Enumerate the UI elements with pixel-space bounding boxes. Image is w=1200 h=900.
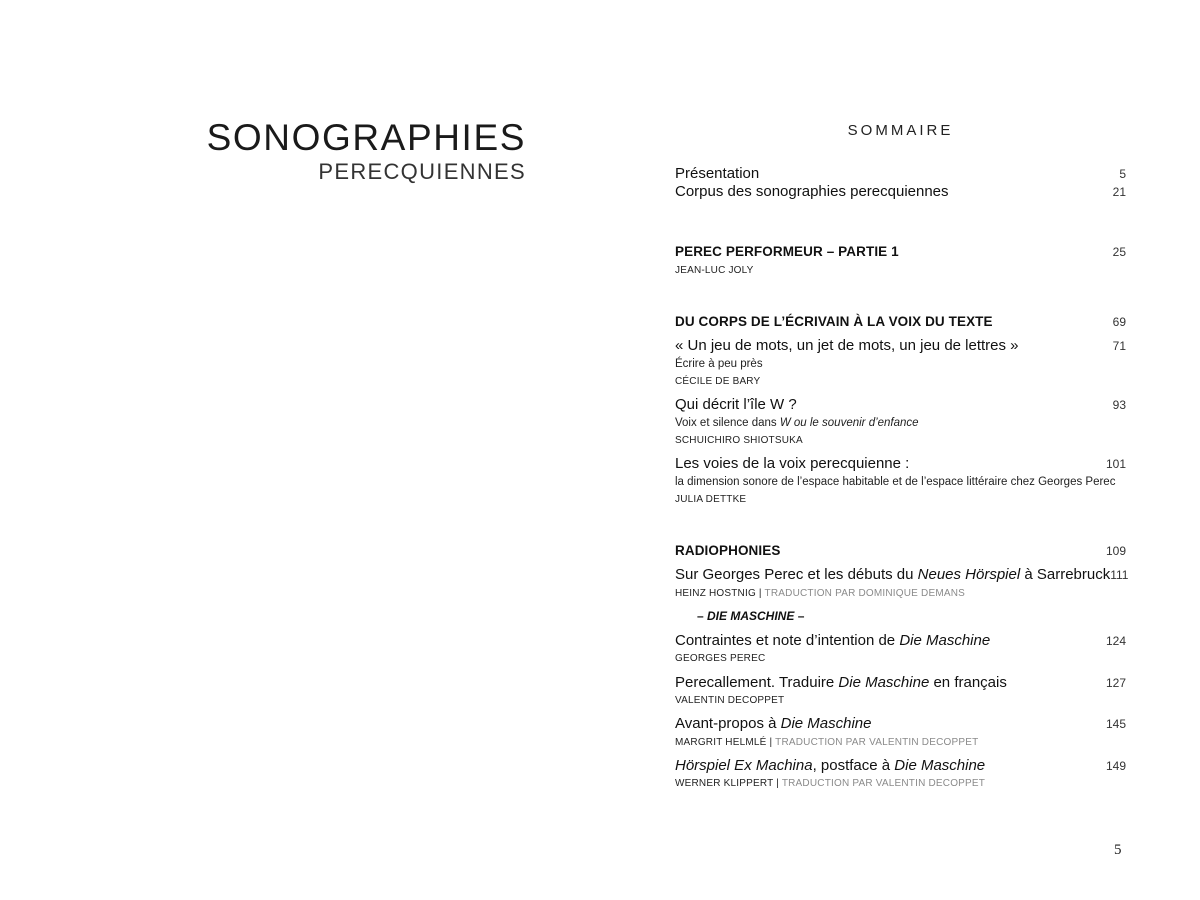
entry-subtitle: Voix et silence dans W ou le souvenir d’enfance (675, 417, 919, 429)
toc-entry-ile-w[interactable] (675, 396, 1126, 414)
page-ref: 149 (1105, 759, 1126, 773)
translator-credit: TRADUCTION PAR DOMINIQUE DEMANS (764, 588, 966, 599)
toc-section-radiophonies[interactable] (675, 542, 1126, 560)
page-ref: 145 (1105, 717, 1126, 731)
page-ref: 69 (1112, 315, 1126, 329)
entry-author: JEAN-LUC JOLY (675, 265, 754, 276)
page-ref: 93 (1112, 398, 1126, 412)
entry-author: CÉCILE DE BARY (675, 376, 761, 387)
toc-entry-horspiel-ex-machina[interactable] (675, 757, 1126, 775)
entry-title: Qui décrit l’île W ? (675, 396, 797, 413)
entry-subtitle: la dimension sonore de l’espace habitable et de l’espace littéraire chez Georges Perec (675, 476, 1116, 488)
page-ref: 71 (1112, 339, 1126, 353)
page-ref: 25 (1112, 245, 1126, 259)
entry-title: Hörspiel Ex Machina, postface à Die Maschine (675, 757, 986, 774)
entry-author: HEINZ HOSTNIG | TRADUCTION PAR DOMINIQUE DEMANS (675, 588, 966, 599)
entry-subtitle: Écrire à peu près (675, 358, 763, 370)
book-subtitle: PERECQUIENNES (318, 159, 526, 184)
toc-entry-jeu-de-mots[interactable] (675, 337, 1126, 355)
page-ref: 127 (1105, 676, 1126, 690)
toc-entry-corpus[interactable] (675, 183, 1126, 201)
page-ref: 124 (1105, 634, 1126, 648)
page-ref: 109 (1105, 544, 1126, 558)
toc-entry-neues-horspiel[interactable] (675, 566, 1129, 584)
page-ref: 101 (1105, 457, 1126, 471)
work-title: W ou le souvenir d’enfance (779, 417, 919, 429)
entry-author: WERNER KLIPPERT | TRADUCTION PAR VALENTIN DECOPPET (675, 778, 986, 789)
page-ref: 111 (1110, 568, 1129, 582)
book-title: SONOGRAPHIES (206, 117, 526, 158)
entry-author: JULIA DETTKE (675, 494, 747, 505)
entry-title: Sur Georges Perec et les débuts du Neues Hörspiel à Sarrebruck (675, 566, 1111, 583)
entry-author: MARGRIT HELMLÉ | TRADUCTION PAR VALENTIN DECOPPET (675, 737, 979, 748)
page-ref: 5 (1119, 167, 1126, 181)
entry-author: VALENTIN DECOPPET (675, 695, 785, 706)
toc-section-corps-ecrivain[interactable] (675, 313, 1126, 331)
table-of-contents (675, 0, 1129, 900)
entry-title: Avant-propos à Die Maschine (675, 715, 872, 732)
entry-author: GEORGES PEREC (675, 653, 766, 664)
toc-heading: SOMMAIRE (847, 122, 954, 139)
page-ref: 21 (1112, 185, 1126, 199)
translator-credit: TRADUCTION PAR VALENTIN DECOPPET (775, 737, 979, 748)
toc-entry-avant-propos[interactable] (675, 715, 1126, 733)
page-number: 5 (1114, 842, 1122, 858)
toc-entry-presentation[interactable] (675, 165, 1126, 183)
entry-author: SCHUICHIRO SHIOTSUKA (675, 435, 803, 446)
entry-title: « Un jeu de mots, un jet de mots, un jeu de lettres » (675, 337, 1019, 354)
entry-title: Corpus des sonographies perecquiennes (675, 183, 949, 200)
toc-section-perec-performeur[interactable] (675, 243, 1126, 261)
toc-entry-perecallement[interactable] (675, 674, 1126, 692)
section-title: DU CORPS DE L’ÉCRIVAIN À LA VOIX DU TEXTE (675, 314, 993, 329)
subsection-die-maschine: – DIE MASCHINE – (697, 609, 805, 623)
entry-title: Les voies de la voix perecquienne : (675, 455, 910, 472)
entry-title: Présentation (675, 165, 760, 182)
book-title-block (180, 117, 526, 185)
toc-entry-voies-de-la-voix[interactable] (675, 455, 1126, 473)
section-title: RADIOPHONIES (675, 543, 781, 558)
entry-title: Perecallement. Traduire Die Maschine en français (675, 674, 1007, 691)
translator-credit: TRADUCTION PAR VALENTIN DECOPPET (781, 778, 986, 789)
entry-title: Contraintes et note d’intention de Die Maschine (675, 632, 991, 649)
toc-entry-contraintes[interactable] (675, 632, 1126, 650)
section-title: PEREC PERFORMEUR – PARTIE 1 (675, 244, 899, 259)
